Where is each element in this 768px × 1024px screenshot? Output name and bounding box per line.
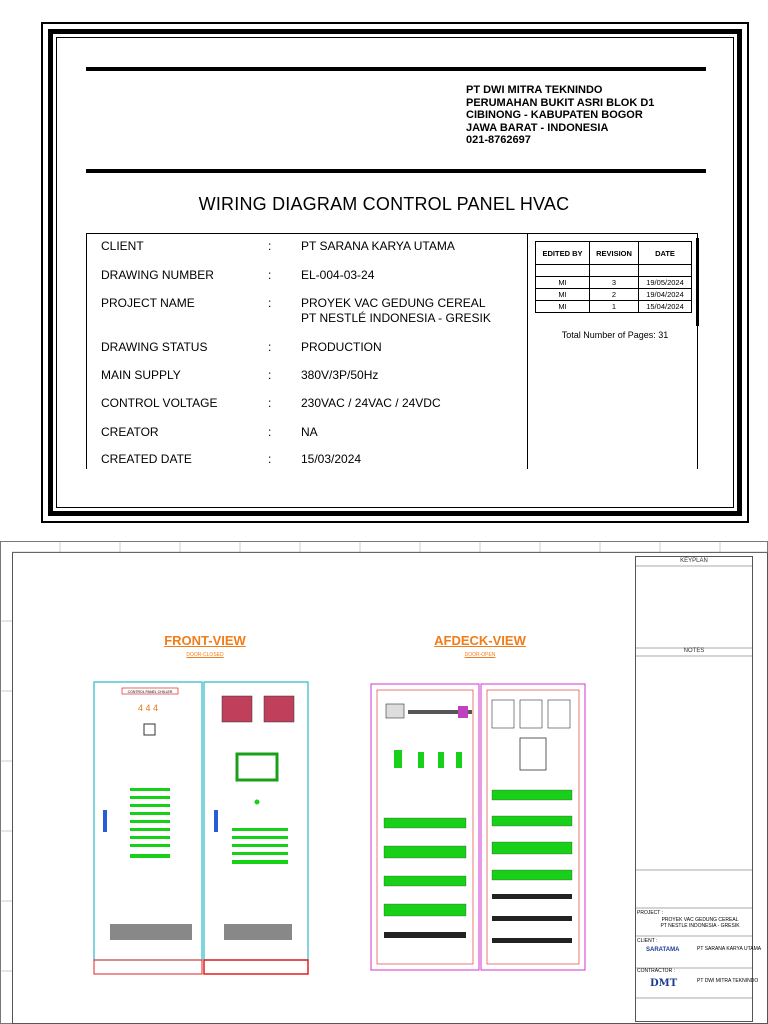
indicator-lamps: 4 4 4 [137,703,159,713]
client-label: CLIENT [101,239,144,253]
company-phone: 021-8762697 [466,134,531,146]
header-revision: REVISION [590,242,639,265]
client-heading: CLIENT : [637,938,658,944]
project-name-line-2: PT NESTLÉ INDONESIA - GRESIK [301,311,491,325]
drawing-status-label: DRAWING STATUS [101,340,208,354]
fan-grill-right [264,696,294,722]
company-address-3: JAWA BARAT - INDONESIA [466,121,609,134]
colon: : [268,340,272,354]
door-handle-right [214,810,218,832]
revision-number: 1 [590,301,639,313]
vent-right [224,924,292,940]
revision-table [535,241,692,313]
fan-grill-left [222,696,252,722]
company-name: PT DWI MITRA TEKNINDO [466,84,603,96]
notes-label: NOTES [683,648,705,654]
client-brand-logo: SARATAMA [646,947,680,953]
revision-editor: MI [536,289,590,301]
drawing-number-label: DRAWING NUMBER [101,268,214,282]
plinth-right [204,960,308,974]
revision-shadow [696,238,699,326]
main-supply-value: 380V/3P/50Hz [301,368,379,382]
colon: : [268,296,272,310]
revision-editor: MI [536,301,590,313]
revision-number: 2 [590,289,639,301]
main-supply-label: MAIN SUPPLY [101,368,181,382]
project-name-label: PROJECT NAME [101,296,195,310]
terminal-strips-right [492,894,572,943]
mid-rule [86,169,706,173]
relay-rows-left [384,818,466,916]
total-pages: Total Number of Pages: 31 [561,330,669,340]
front-buttons-left [130,788,170,858]
company-block [466,84,654,147]
contactors [394,750,462,768]
door-handle-left [103,810,107,832]
document-title: WIRING DIAGRAM CONTROL PANEL HVAC [198,194,570,214]
afdeck-view-subtitle: DOOR-OPEN [464,652,496,658]
control-voltage-value: 230VAC / 24VAC / 24VDC [301,396,441,410]
revision-header-row [536,242,692,265]
revision-date: 19/04/2024 [639,289,692,301]
revision-row [536,289,692,301]
revision-date: 19/05/2024 [639,277,692,289]
header-edited-by: EDITED BY [536,242,590,265]
front-view-subtitle: DOOR-CLOSED [186,652,224,658]
mounting-right [487,690,579,964]
colon: : [268,396,272,410]
sheet-project-line2: PT NESTLE INDONESIA - GRESIK [660,923,740,929]
revision-row [536,277,692,289]
power-supply [520,738,546,770]
indicator-lamp [255,800,260,805]
contractor-name: PT DWI MITRA TEKNINDO [697,978,759,984]
creator-label: CREATOR [101,425,159,439]
control-voltage-label: CONTROL VOLTAGE [101,396,218,410]
contractor-brand-logo: DMT [650,978,678,989]
afdeck-view-drawing [368,680,588,980]
relay-rows-right [492,790,572,880]
company-address-1: PERUMAHAN BUKIT ASRI BLOK D1 [466,96,655,109]
front-view-drawing [92,676,312,976]
revision-date: 15/04/2024 [639,301,692,313]
colon: : [268,268,272,282]
revision-editor: MI [536,277,590,289]
selector-switch [144,724,155,735]
project-name-value [301,296,531,326]
vent-left [110,924,192,940]
panel-nameplate-text: CONTROL PANEL CHILLER [127,690,173,694]
company-address-2: CIBINONG - KABUPATEN BOGOR [466,109,643,121]
project-heading: PROJECT : [637,910,664,916]
project-name-line-1: PROYEK VAC GEDUNG CEREAL [301,296,486,310]
drawing-status-value: PRODUCTION [301,340,382,354]
afdeck-view-title: AFDECK-VIEW [434,633,526,648]
client-name: PT SARANA KARYA UTAMA [697,946,762,952]
colon: : [268,452,272,466]
created-date-label: CREATED DATE [101,452,192,466]
revision-empty-row [536,265,692,277]
keyplan-label: KEYPLAN [680,558,708,564]
drives-right [492,700,570,728]
cable-duct-left [384,932,466,938]
top-rule [86,67,706,71]
creator-value: NA [301,425,318,439]
contractor-heading: CONTRACTOR : [637,968,675,974]
revision-number: 3 [590,277,639,289]
front-buttons-right [232,828,288,864]
client-value: PT SARANA KARYA UTAMA [301,239,455,253]
plinth-left [94,960,202,974]
drawing-number-value: EL-004-03-24 [301,268,375,282]
created-date-value: 15/03/2024 [301,452,362,466]
colon: : [268,239,272,253]
colon: : [268,425,272,439]
terminal-top [458,706,468,718]
main-breaker [386,704,404,718]
sheet-project-line1: PROYEK VAC GEDUNG CEREAL [661,917,739,923]
front-view-title: FRONT-VIEW [164,633,246,648]
header-date: DATE [639,242,692,265]
hmi-screen [237,754,277,780]
revision-row [536,301,692,313]
panel-door-right [204,682,308,960]
colon: : [268,368,272,382]
